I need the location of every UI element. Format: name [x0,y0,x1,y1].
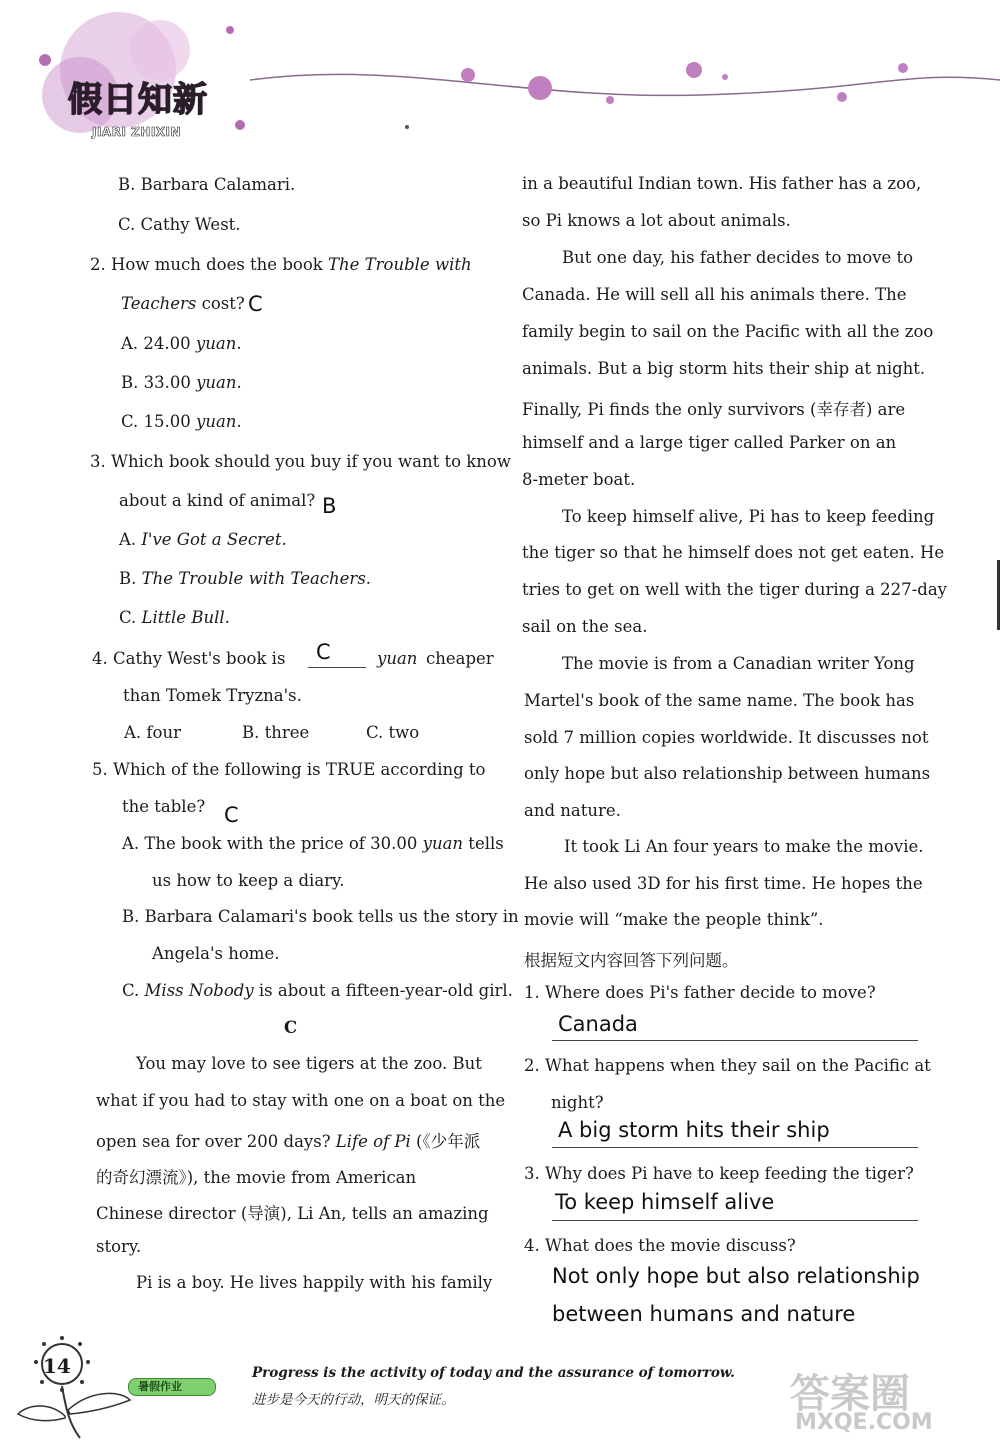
qa4-answer-line2: between humans and nature [552,1302,856,1326]
logo-subtitle: JIARI ZHIXIN [92,125,182,139]
q2-title-part2: Teachers [121,294,197,313]
q5-option-c-title: Miss Nobody [144,981,254,1000]
q2-text: How much does the book [111,255,328,274]
q2-option-b-unit: yuan. [196,373,242,392]
passage-left-line7: Pi is a boy. He lives happily with his family [136,1273,493,1292]
q4-text-a: Cathy West's book is [113,649,286,668]
passage-right-line: The movie is from a Canadian writer Yong [562,654,915,673]
passage-right-line: To keep himself alive, Pi has to keep feeding [562,507,935,526]
q2-option-b-price: B. 33.00 [121,373,191,392]
q2-line2 [121,294,245,313]
qa2-question-line1: 2. What happens when they sail on the Pacific at [524,1056,931,1075]
passage-right-line: himself and a large tiger called Parker on an [522,433,897,452]
instructions: 根据短文内容回答下列问题。 [524,951,739,970]
passage-left-line2: what if you had to stay with one on a boat on the [96,1091,506,1110]
passage-right-line: 8-meter boat. [522,470,636,489]
q2-option-a-unit: yuan. [195,334,242,353]
passage-left-line1: You may love to see tigers at the zoo. But [136,1054,482,1073]
q4-number: 4. [92,649,108,668]
q5-answer: C [224,803,239,827]
q5-option-c-text: is about a fifteen-year-old girl. [253,981,513,1000]
qa2-answer: A big storm hits their ship [558,1118,830,1142]
passage-right-line: animals. But a big storm hits their ship at night. [522,359,926,378]
q2-line1 [90,255,472,274]
q4-option-c: C. two [366,723,420,742]
qa2-question-line2: night? [551,1093,604,1112]
q4-text-b: cheaper [426,649,494,668]
q3-option-b-prefix: B. [119,569,142,588]
q5-option-b-line2: Angela's home. [152,944,280,963]
q5-option-a-line1 [122,834,504,853]
qa4-answer-line1: Not only hope but also relationship [552,1264,920,1288]
passage-right-line: the tiger so that he himself does not get eaten. He [522,543,945,562]
passage-right-line: It took Li An four years to make the movie. [564,837,924,856]
q3-answer: B [322,494,337,518]
q3-text-line2: about a kind of animal? [119,491,316,510]
watermark-top: 答案圈 [790,1371,910,1417]
q4-answer: C [316,640,331,664]
passage-right-line: only hope but also relationship between humans [524,764,931,783]
passage-right-line: But one day, his father decides to move to [562,248,914,267]
qa3-answer-line [552,1220,918,1221]
q2-option-c-price: C. 15.00 [121,412,191,431]
q3-number: 3. [90,452,106,471]
qa1-answer-line [552,1040,918,1041]
q5-line1 [92,760,485,779]
q2-title-part1: The Trouble with [328,255,472,274]
passage-right-line: Finally, Pi finds the only survivors (幸存者) are [522,400,906,419]
q5-option-a-tells: tells [463,834,504,853]
motto-english: Progress is the activity of today and the assurance of tomorrow. [252,1365,735,1381]
qa4-question: 4. What does the movie discuss? [524,1236,796,1255]
q2-option-c [121,412,242,431]
q5-option-a-unit: yuan [422,834,464,853]
q2-cost: cost? [196,294,245,313]
q1-option-c: C. Cathy West. [118,215,241,234]
passage-left-line5: Chinese director (导演), Li An, tells an amazing [96,1204,489,1223]
qa3-answer: To keep himself alive [555,1190,775,1214]
watermark-bottom: MXQE.COM [795,1410,933,1435]
q4-option-a: A. four [124,723,181,742]
page-number: 14 [43,1354,71,1378]
q5-number: 5. [92,760,108,779]
qa3-question: 3. Why does Pi have to keep feeding the tiger? [524,1164,914,1183]
q5-text-line2: the table? [122,797,206,816]
section-label: C [284,1018,298,1037]
passage-right-line: family begin to sail on the Pacific with all the zoo [522,322,934,341]
q3-text-line1: Which book should you buy if you want to know [111,452,511,471]
movie-title: Life of Pi [335,1132,411,1151]
badge-text: 暑假作业 [138,1380,182,1393]
q5-option-c [122,981,513,1000]
logo-title: 假日知新 [68,80,208,120]
motto-chinese: 进步是今天的行动，明天的保证。 [252,1392,455,1408]
q3-option-b [119,569,371,588]
passage-right-line: Canada. He will sell all his animals there. The [522,285,907,304]
qa2-answer-line [552,1147,918,1148]
passage-left-line6: story. [96,1237,142,1256]
q5-option-a-text: A. The book with the price of 30.00 [122,834,423,853]
qa1-answer: Canada [558,1012,638,1036]
passage-right-line: movie will “make the people think”. [524,910,824,929]
q2-option-c-unit: yuan. [196,412,242,431]
passage-left-line3-text: open sea for over 200 days? [96,1132,336,1151]
passage-left-line4: 的奇幻漂流》), the movie from American [96,1168,417,1187]
q5-text-line1: Which of the following is TRUE according to [113,760,486,779]
passage-left-line3 [96,1128,480,1152]
q5-option-b-line1: B. Barbara Calamari's book tells us the story in [122,907,519,926]
q4-unit: yuan [377,649,418,668]
q2-number: 2. [90,255,106,274]
passage-right-line: in a beautiful Indian town. His father has a zoo, [522,174,922,193]
q3-option-a [119,530,287,549]
passage-right-line: He also used 3D for his first time. He hopes the [524,874,923,893]
q3-line1 [90,452,511,471]
passage-right-line: sold 7 million copies worldwide. It discusses not [524,728,929,747]
q3-option-c [119,608,230,627]
q2-option-b [121,373,242,392]
q3-option-b-title: The Trouble with Teachers. [141,569,372,588]
q3-option-a-title: I've Got a Secret. [141,530,287,549]
passage-right-line: sail on the sea. [522,617,648,636]
passage-right-line: and nature. [524,801,621,820]
q2-answer: C [248,292,263,316]
passage-right-line: Martel's book of the same name. The book has [524,691,915,710]
passage-right-line: so Pi knows a lot about animals. [522,211,791,230]
q3-option-c-prefix: C. [119,608,142,627]
q4-line2: than Tomek Tryzna's. [123,686,302,705]
flower-decoration [10,1330,140,1440]
q4-line1 [92,649,285,668]
qa1-question: 1. Where does Pi's father decide to move? [524,983,876,1002]
q3-option-a-prefix: A. [119,530,142,549]
q4-option-b: B. three [242,723,310,742]
q4-blank [308,667,366,668]
q2-option-a-price: A. 24.00 [121,334,191,353]
q2-option-a [121,334,242,353]
movie-title-cn: (《少年派 [410,1132,481,1151]
passage-right-line: tries to get on well with the tiger during a 227-day [522,580,947,599]
q5-option-a-line2: us how to keep a diary. [152,871,345,890]
q3-option-c-title: Little Bull. [141,608,230,627]
q1-option-b: B. Barbara Calamari. [118,175,296,194]
q5-option-c-prefix: C. [122,981,145,1000]
